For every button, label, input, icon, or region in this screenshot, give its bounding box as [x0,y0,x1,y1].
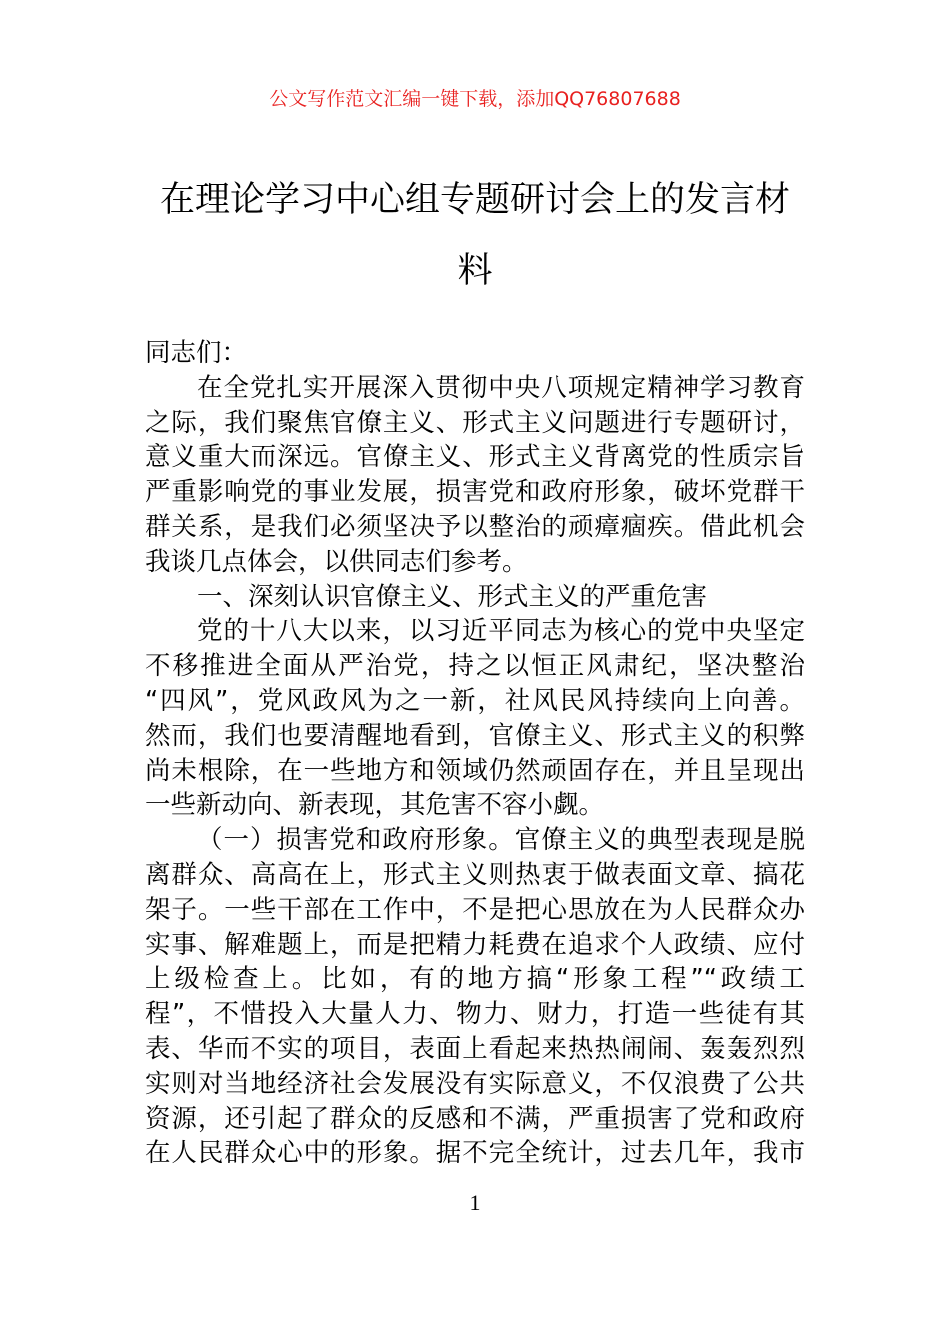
text-line: 一、深刻认识官僚主义、形式主义的严重危害 [197,581,708,612]
text-line: 我谈几点体会，以供同志们参考。 [145,546,528,577]
text-line: 严重影响党的事业发展，损害党和政府形象，破坏党群干 [145,477,805,508]
page-number: 1 [469,1190,481,1215]
text-line: 尚未根除，在一些地方和领域仍然顽固存在，并且呈现出 [145,755,805,786]
text-line: 党的十八大以来，以习近平同志为核心的党中央坚定 [197,616,805,647]
text-line: 意义重大而深远。官僚主义、形式主义背离党的性质宗旨 [145,442,805,473]
document-title-line-2: 料 [457,251,493,291]
document-title-line-1: 在理论学习中心组专题研讨会上的发言材 [159,180,790,220]
text-line: “四风”，党风政风为之一新，社风民风持续向上向善。 [145,685,805,716]
text-line: 程”，不惜投入大量人力、物力、财力，打造一些徒有其 [145,999,805,1030]
text-line: 表、华而不实的项目，表面上看起来热热闹闹、轰轰烈烈 [145,1033,805,1064]
text-line: 然而，我们也要清醒地看到，官僚主义、形式主义的积弊 [145,720,805,751]
text-line: 在人民群众心中的形象。据不完全统计，过去几年，我市 [145,1138,805,1169]
text-line: 资源，还引起了群众的反感和不满，严重损害了党和政府 [145,1103,805,1134]
text-line: 架子。一些干部在工作中，不是把心思放在为人民群众办 [145,894,805,925]
text-line: 不移推进全面从严治党，持之以恒正风肃纪，坚决整治 [145,651,805,682]
text-line: 离群众、高高在上，形式主义则热衷于做表面文章、搞花 [145,859,805,890]
text-line: 实则对当地经济社会发展没有实际意义，不仅浪费了公共 [145,1068,805,1099]
text-line: 同志们： [145,338,248,368]
text-line: （一）损害党和政府形象。官僚主义的典型表现是脱 [197,825,805,856]
text-line: 实事、解难题上，而是把精力耗费在追求个人政绩、应付 [145,929,805,960]
text-line: 一些新动向、新表现，其危害不容小觑。 [145,790,605,821]
text-line: 之际，我们聚焦官僚主义、形式主义问题进行专题研讨， [145,407,805,438]
text-line: 在全党扎实开展深入贯彻中央八项规定精神学习教育 [197,372,805,403]
promo-header: 公文写作范文汇编一键下载，添加QQ76807688 [269,88,681,110]
text-line: 群关系，是我们必须坚决予以整治的顽瘴痼疾。借此机会 [145,511,805,542]
document-body [145,336,805,1171]
text-line: 上级检查上。比如，有的地方搞“形象工程”“政绩工 [145,964,805,995]
